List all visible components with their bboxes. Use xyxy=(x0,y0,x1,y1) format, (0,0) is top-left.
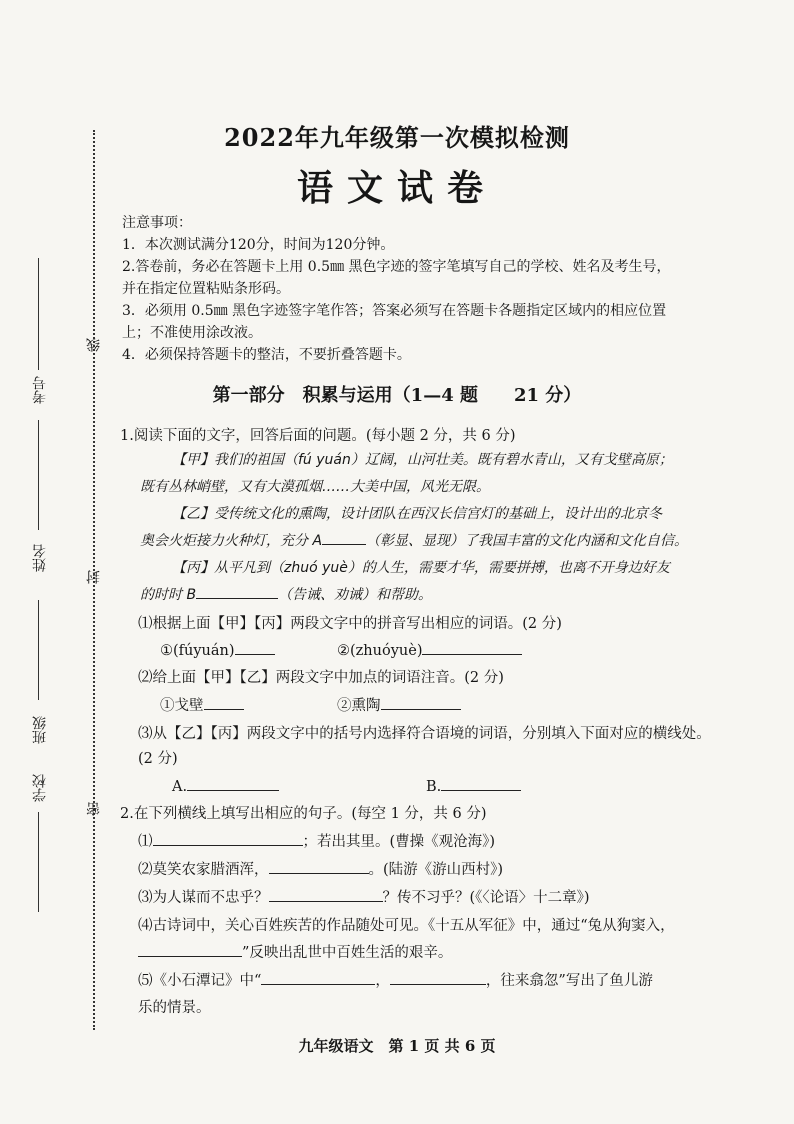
q2-item4-text: ”反映出乱世中百姓生活的艰辛。 xyxy=(242,945,453,961)
kaohao-label: 考号 xyxy=(32,376,48,404)
q2-item2-blank[interactable] xyxy=(269,859,369,874)
q1-sub1-b-blank[interactable] xyxy=(422,640,522,655)
q2-item5-text-a: ⑸《小石潭记》中“ xyxy=(138,973,262,989)
q2-item5-text-c: ，往来翕忽”写出了鱼儿游 xyxy=(485,973,653,989)
q1-para-jia-line2: 既有丛林峭壁，又有大漠孤烟……大美中国，风光无限。 xyxy=(140,479,490,495)
notice-item: 1．本次测试满分120分，时间为120分钟。 xyxy=(122,237,395,253)
q2-item5-blank2[interactable] xyxy=(390,970,486,985)
q2-item1-blank[interactable] xyxy=(153,831,303,846)
banji-label: 班级 xyxy=(32,716,48,744)
kaohao-line-2 xyxy=(38,420,39,530)
q1-sub3-a-label: A. xyxy=(172,779,188,795)
q2-item5-blank1[interactable] xyxy=(261,970,375,985)
exam-title: 2022年九年级第一次模拟检测 xyxy=(224,123,570,152)
q1-sub3-b-label: B. xyxy=(426,779,442,795)
exam-subtitle: 语文试卷 xyxy=(296,167,497,209)
q2-item1-text: ；若出其里。(曹操《观沧海》) xyxy=(302,834,496,850)
q1-para-jia-line1: 【甲】我们的祖国（fú yuán）辽阔，山河壮美。既有碧水青山，又有戈壁高原； xyxy=(172,452,673,468)
q1-para-yi-line2 xyxy=(140,530,688,550)
q1-para-bing-line1: 【丙】从平凡到（zhuó yuè）的人生，需要才华，需要拼搏，也离不开身边好友 xyxy=(172,560,670,576)
notice-heading: 注意事项： xyxy=(122,215,192,231)
notice-item: 3．必须用 0.5㎜ 黑色字迹签字笔作答；答案必须写在答题卡各题指定区域内的相应位置 xyxy=(122,303,667,319)
q1-para-bing-line2a: 的时时 B xyxy=(140,587,197,603)
q1-sub2-answer-a xyxy=(160,694,244,715)
notice-item: 并在指定位置粘贴条形码。 xyxy=(122,281,290,297)
q2-item2-text-b: 。(陆游《游山西村》) xyxy=(368,862,504,878)
q1-sub2-b-blank[interactable] xyxy=(381,695,461,710)
q1-sub2: ⑵给上面【甲】【乙】两段文字中加点的词语注音。(2 分) xyxy=(138,670,504,686)
q1-sub3-a-blank[interactable] xyxy=(187,776,279,791)
q2-item1-num: ⑴ xyxy=(138,834,153,850)
q2-item5-line1 xyxy=(138,969,653,990)
xuexiao-line xyxy=(38,812,39,912)
q1-sub3-b-blank[interactable] xyxy=(441,776,521,791)
q1-sub2-answer-b xyxy=(337,694,461,715)
q2-stem: 2.在下列横线上填写出相应的句子。(每空 1 分，共 6 分) xyxy=(120,806,487,822)
seal-char-feng: 封 xyxy=(86,570,102,584)
q2-item4-line2 xyxy=(138,941,452,962)
q2-item3-blank[interactable] xyxy=(269,887,383,902)
q2-item1 xyxy=(138,830,495,851)
q1-sub3-line2: (2 分) xyxy=(138,751,178,767)
q2-item4-line1: ⑷古诗词中，关心百姓疾苦的作品随处可见。《十五从军征》中，通过“兔从狗窦入， xyxy=(138,918,675,934)
q2-item4-blank[interactable] xyxy=(138,942,242,957)
notice-item: 4．必须保持答题卡的整洁，不要折叠答题卡。 xyxy=(122,347,411,363)
q1-para-bing-line2 xyxy=(140,584,432,604)
q1-para-yi-line1: 【乙】受传统文化的熏陶，设计团队在西汉长信宫灯的基础上，设计出的北京冬 xyxy=(172,506,662,522)
q1-sub2-a-label: ①戈壁 xyxy=(160,698,204,714)
q1-sub1-answer-b xyxy=(337,640,522,659)
q1-para-yi-line2a: 奥会火炬接力火种灯，充分 A xyxy=(140,533,323,549)
notice-item: 2.答卷前，务必在答题卡上用 0.5㎜ 黑色字迹的签字笔填写自己的学校、姓名及考生号， xyxy=(122,259,671,275)
seal-char-mi: 密 xyxy=(86,802,102,816)
q1-stem: 1.阅读下面的文字，回答后面的问题。(每小题 2 分，共 6 分) xyxy=(120,428,516,444)
section-heading: 第一部分 积累与运用（1—4 题 21 分） xyxy=(212,385,582,406)
q1-sub3-answer-a xyxy=(172,776,279,795)
q2-item2-text-a: ⑵莫笑农家腊酒浑， xyxy=(138,862,269,878)
q1-sub1-a-label: ①(fúyuán) xyxy=(160,643,235,659)
q1-sub3-line1: ⑶从【乙】【丙】两段文字中的括号内选择符合语境的词语，分别填入下面对应的横线处。 xyxy=(138,726,711,742)
q1-sub2-a-blank[interactable] xyxy=(204,695,244,710)
q1-sub2-b-label: ②熏陶 xyxy=(337,698,381,714)
page-footer: 九年级语文 第 1 页 共 6 页 xyxy=(298,1037,496,1055)
q2-item5-line2: 乐的情景。 xyxy=(138,1000,211,1016)
q1-sub1-a-blank[interactable] xyxy=(235,640,275,655)
xingming-label: 姓名 xyxy=(32,544,48,572)
q2-item3 xyxy=(138,886,590,907)
xuexiao-label: 学校 xyxy=(32,774,48,802)
q1-sub1-answer-a xyxy=(160,640,275,659)
q2-item3-text-b: ？传不习乎？(《〈论语〉十二章》) xyxy=(382,890,590,906)
q1-para-bing-line2b: （告诫、劝诫）和帮助。 xyxy=(278,587,433,603)
q1-para-yi-line2b: （彰显、显现）了我国丰富的文化内涵和文化自信。 xyxy=(366,533,689,549)
q1-sub3-answer-b xyxy=(426,776,521,795)
q1-blank-b[interactable] xyxy=(196,584,278,599)
seal-char-xian: 线 xyxy=(86,338,102,352)
kaohao-line xyxy=(38,258,39,370)
q1-sub1: ⑴根据上面【甲】【丙】两段文字中的拼音写出相应的词语。(2 分) xyxy=(138,616,562,632)
q2-item2 xyxy=(138,858,503,879)
q1-blank-a[interactable] xyxy=(322,530,366,545)
q1-sub1-b-label: ②(zhuóyuè) xyxy=(337,643,423,659)
q2-item5-text-b: ， xyxy=(375,973,390,989)
xingming-line xyxy=(38,600,39,700)
q2-item3-text-a: ⑶为人谋而不忠乎？ xyxy=(138,890,269,906)
notice-item: 上；不准使用涂改液。 xyxy=(122,325,262,341)
